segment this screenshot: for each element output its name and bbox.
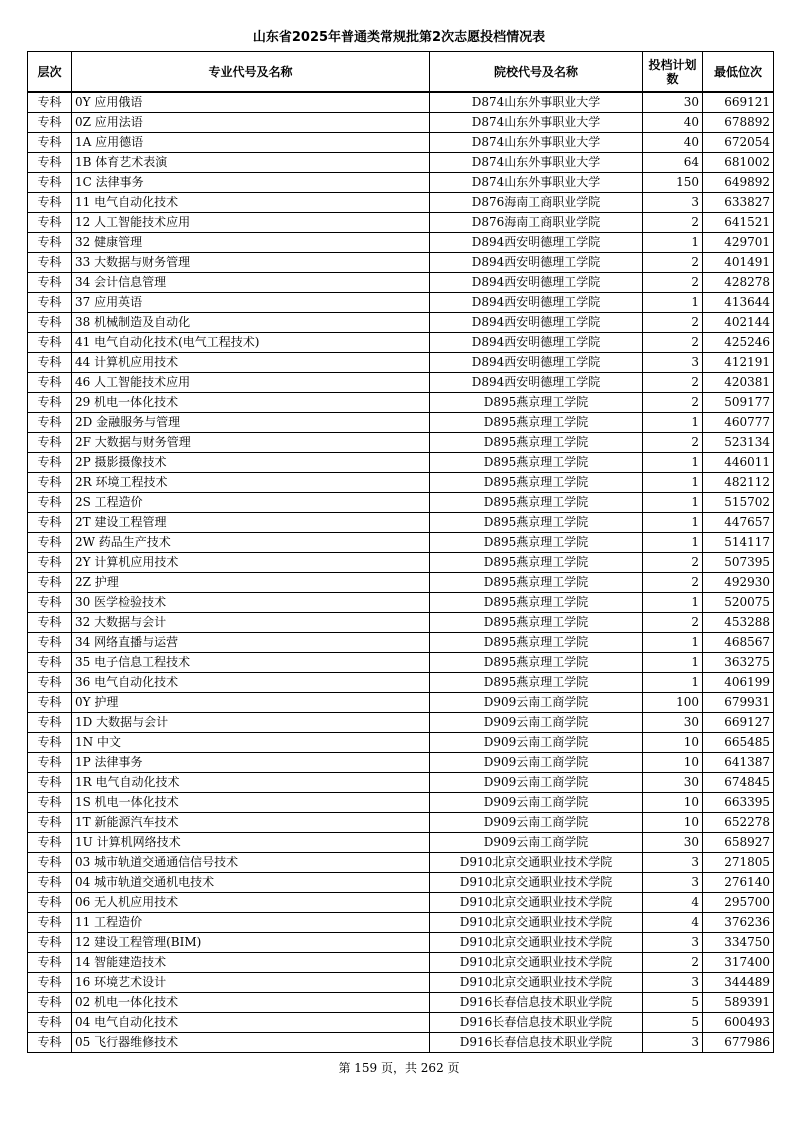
- level-cell: 专科: [28, 233, 72, 253]
- school-cell: D909云南工商学院: [430, 713, 643, 733]
- school-cell: D876海南工商职业学院: [430, 213, 643, 233]
- plan-count-cell: 1: [643, 453, 703, 473]
- plan-count-cell: 3: [643, 193, 703, 213]
- min-rank-cell: 492930: [703, 573, 774, 593]
- major-cell: 44 计算机应用技术: [72, 353, 430, 373]
- min-rank-cell: 679931: [703, 693, 774, 713]
- min-rank-cell: 334750: [703, 933, 774, 953]
- table-row: [28, 453, 774, 473]
- plan-count-cell: 5: [643, 1013, 703, 1033]
- school-cell: D910北京交通职业技术学院: [430, 913, 643, 933]
- school-cell: D894西安明德理工学院: [430, 333, 643, 353]
- plan-count-cell: 1: [643, 233, 703, 253]
- level-cell: 专科: [28, 813, 72, 833]
- major-cell: 1T 新能源汽车技术: [72, 813, 430, 833]
- table-row: [28, 133, 774, 153]
- level-cell: 专科: [28, 333, 72, 353]
- plan-count-cell: 5: [643, 993, 703, 1013]
- table-row: [28, 833, 774, 853]
- column-header-level: 层次: [28, 52, 72, 93]
- plan-count-cell: 4: [643, 913, 703, 933]
- min-rank-cell: 363275: [703, 653, 774, 673]
- school-cell: D895燕京理工学院: [430, 393, 643, 413]
- plan-count-cell: 3: [643, 1033, 703, 1053]
- table-row: [28, 753, 774, 773]
- table-row: [28, 92, 774, 113]
- major-cell: 1P 法律事务: [72, 753, 430, 773]
- level-cell: 专科: [28, 1033, 72, 1053]
- table-row: [28, 1013, 774, 1033]
- level-cell: 专科: [28, 893, 72, 913]
- plan-count-cell: 2: [643, 393, 703, 413]
- plan-count-cell: 40: [643, 133, 703, 153]
- min-rank-cell: 271805: [703, 853, 774, 873]
- min-rank-cell: 641387: [703, 753, 774, 773]
- major-cell: 2S 工程造价: [72, 493, 430, 513]
- level-cell: 专科: [28, 993, 72, 1013]
- school-cell: D874山东外事职业大学: [430, 133, 643, 153]
- table-row: [28, 573, 774, 593]
- major-cell: 1S 机电一体化技术: [72, 793, 430, 813]
- school-cell: D916长春信息技术职业学院: [430, 1033, 643, 1053]
- school-cell: D895燕京理工学院: [430, 673, 643, 693]
- min-rank-cell: 681002: [703, 153, 774, 173]
- min-rank-cell: 509177: [703, 393, 774, 413]
- major-cell: 2T 建设工程管理: [72, 513, 430, 533]
- major-cell: 06 无人机应用技术: [72, 893, 430, 913]
- major-cell: 16 环境艺术设计: [72, 973, 430, 993]
- level-cell: 专科: [28, 393, 72, 413]
- plan-count-cell: 1: [643, 473, 703, 493]
- table-row: [28, 933, 774, 953]
- table-row: [28, 913, 774, 933]
- major-cell: 02 机电一体化技术: [72, 993, 430, 1013]
- level-cell: 专科: [28, 493, 72, 513]
- min-rank-cell: 420381: [703, 373, 774, 393]
- level-cell: 专科: [28, 733, 72, 753]
- plan-count-cell: 4: [643, 893, 703, 913]
- school-cell: D894西安明德理工学院: [430, 373, 643, 393]
- major-cell: 2Z 护理: [72, 573, 430, 593]
- major-cell: 41 电气自动化技术(电气工程技术): [72, 333, 430, 353]
- major-cell: 33 大数据与财务管理: [72, 253, 430, 273]
- level-cell: 专科: [28, 613, 72, 633]
- admission-table: [27, 51, 774, 1053]
- table-row: [28, 533, 774, 553]
- plan-count-cell: 1: [643, 593, 703, 613]
- min-rank-cell: 406199: [703, 673, 774, 693]
- major-cell: 0Y 护理: [72, 693, 430, 713]
- plan-count-cell: 10: [643, 753, 703, 773]
- major-cell: 46 人工智能技术应用: [72, 373, 430, 393]
- min-rank-cell: 428278: [703, 273, 774, 293]
- major-cell: 35 电子信息工程技术: [72, 653, 430, 673]
- level-cell: 专科: [28, 533, 72, 553]
- major-cell: 14 智能建造技术: [72, 953, 430, 973]
- major-cell: 0Y 应用俄语: [72, 92, 430, 113]
- school-cell: D874山东外事职业大学: [430, 153, 643, 173]
- min-rank-cell: 295700: [703, 893, 774, 913]
- school-cell: D909云南工商学院: [430, 773, 643, 793]
- table-row: [28, 413, 774, 433]
- school-cell: D895燕京理工学院: [430, 553, 643, 573]
- table-row: [28, 733, 774, 753]
- min-rank-cell: 317400: [703, 953, 774, 973]
- school-cell: D909云南工商学院: [430, 733, 643, 753]
- level-cell: 专科: [28, 473, 72, 493]
- table-row: [28, 773, 774, 793]
- major-cell: 1R 电气自动化技术: [72, 773, 430, 793]
- school-cell: D894西安明德理工学院: [430, 353, 643, 373]
- school-cell: D916长春信息技术职业学院: [430, 993, 643, 1013]
- min-rank-cell: 507395: [703, 553, 774, 573]
- table-row: [28, 253, 774, 273]
- level-cell: 专科: [28, 453, 72, 473]
- min-rank-cell: 641521: [703, 213, 774, 233]
- min-rank-cell: 669127: [703, 713, 774, 733]
- major-cell: 11 工程造价: [72, 913, 430, 933]
- table-row: [28, 353, 774, 373]
- major-cell: 2Y 计算机应用技术: [72, 553, 430, 573]
- level-cell: 专科: [28, 933, 72, 953]
- min-rank-cell: 460777: [703, 413, 774, 433]
- min-rank-cell: 425246: [703, 333, 774, 353]
- major-cell: 1A 应用德语: [72, 133, 430, 153]
- table-row: [28, 873, 774, 893]
- table-row: [28, 713, 774, 733]
- table-row: [28, 593, 774, 613]
- major-cell: 2P 摄影摄像技术: [72, 453, 430, 473]
- level-cell: 专科: [28, 693, 72, 713]
- min-rank-cell: 589391: [703, 993, 774, 1013]
- school-cell: D874山东外事职业大学: [430, 173, 643, 193]
- level-cell: 专科: [28, 633, 72, 653]
- school-cell: D895燕京理工学院: [430, 433, 643, 453]
- level-cell: 专科: [28, 433, 72, 453]
- level-cell: 专科: [28, 913, 72, 933]
- school-cell: D895燕京理工学院: [430, 613, 643, 633]
- min-rank-cell: 376236: [703, 913, 774, 933]
- major-cell: 1C 法律事务: [72, 173, 430, 193]
- table-row: [28, 113, 774, 133]
- major-cell: 2D 金融服务与管理: [72, 413, 430, 433]
- min-rank-cell: 649892: [703, 173, 774, 193]
- plan-count-cell: 1: [643, 513, 703, 533]
- plan-count-cell: 1: [643, 653, 703, 673]
- table-row: [28, 293, 774, 313]
- plan-count-cell: 3: [643, 973, 703, 993]
- school-cell: D894西安明德理工学院: [430, 313, 643, 333]
- plan-count-cell: 10: [643, 813, 703, 833]
- school-cell: D910北京交通职业技术学院: [430, 973, 643, 993]
- school-cell: D910北京交通职业技术学院: [430, 873, 643, 893]
- major-cell: 29 机电一体化技术: [72, 393, 430, 413]
- table-row: [28, 153, 774, 173]
- plan-count-cell: 2: [643, 433, 703, 453]
- min-rank-cell: 482112: [703, 473, 774, 493]
- major-cell: 1N 中文: [72, 733, 430, 753]
- min-rank-cell: 633827: [703, 193, 774, 213]
- school-cell: D909云南工商学院: [430, 753, 643, 773]
- school-cell: D895燕京理工学院: [430, 533, 643, 553]
- plan-count-cell: 30: [643, 833, 703, 853]
- major-cell: 1B 体育艺术表演: [72, 153, 430, 173]
- plan-count-cell: 40: [643, 113, 703, 133]
- min-rank-cell: 652278: [703, 813, 774, 833]
- plan-count-cell: 1: [643, 293, 703, 313]
- plan-count-cell: 1: [643, 633, 703, 653]
- min-rank-cell: 669121: [703, 92, 774, 113]
- major-cell: 0Z 应用法语: [72, 113, 430, 133]
- level-cell: 专科: [28, 553, 72, 573]
- school-cell: D895燕京理工学院: [430, 453, 643, 473]
- plan-count-cell: 3: [643, 933, 703, 953]
- table-row: [28, 213, 774, 233]
- school-cell: D894西安明德理工学院: [430, 253, 643, 273]
- major-cell: 1D 大数据与会计: [72, 713, 430, 733]
- plan-count-cell: 2: [643, 953, 703, 973]
- school-cell: D916长春信息技术职业学院: [430, 1013, 643, 1033]
- school-cell: D909云南工商学院: [430, 693, 643, 713]
- school-cell: D909云南工商学院: [430, 813, 643, 833]
- column-header-plan: 投档计划数: [643, 52, 703, 93]
- table-row: [28, 613, 774, 633]
- major-cell: 36 电气自动化技术: [72, 673, 430, 693]
- table-row: [28, 333, 774, 353]
- min-rank-cell: 413644: [703, 293, 774, 313]
- table-row: [28, 173, 774, 193]
- min-rank-cell: 523134: [703, 433, 774, 453]
- level-cell: 专科: [28, 593, 72, 613]
- plan-count-cell: 2: [643, 213, 703, 233]
- major-cell: 34 网络直播与运营: [72, 633, 430, 653]
- plan-count-cell: 150: [643, 173, 703, 193]
- plan-count-cell: 2: [643, 613, 703, 633]
- table-row: [28, 393, 774, 413]
- level-cell: 专科: [28, 953, 72, 973]
- school-cell: D895燕京理工学院: [430, 513, 643, 533]
- plan-count-cell: 3: [643, 353, 703, 373]
- school-cell: D874山东外事职业大学: [430, 92, 643, 113]
- plan-count-cell: 2: [643, 373, 703, 393]
- page-number: 第 159 页，共 262 页: [338, 1061, 460, 1075]
- plan-count-cell: 3: [643, 873, 703, 893]
- major-cell: 32 健康管理: [72, 233, 430, 253]
- major-cell: 2F 大数据与财务管理: [72, 433, 430, 453]
- level-cell: 专科: [28, 253, 72, 273]
- school-cell: D876海南工商职业学院: [430, 193, 643, 213]
- school-cell: D910北京交通职业技术学院: [430, 893, 643, 913]
- major-cell: 38 机械制造及自动化: [72, 313, 430, 333]
- min-rank-cell: 600493: [703, 1013, 774, 1033]
- min-rank-cell: 453288: [703, 613, 774, 633]
- school-cell: D910北京交通职业技术学院: [430, 953, 643, 973]
- school-cell: D910北京交通职业技术学院: [430, 933, 643, 953]
- plan-count-cell: 1: [643, 673, 703, 693]
- school-cell: D895燕京理工学院: [430, 633, 643, 653]
- table-row: [28, 813, 774, 833]
- min-rank-cell: 658927: [703, 833, 774, 853]
- school-cell: D895燕京理工学院: [430, 493, 643, 513]
- school-cell: D895燕京理工学院: [430, 413, 643, 433]
- table-row: [28, 473, 774, 493]
- table-row: [28, 793, 774, 813]
- level-cell: 专科: [28, 873, 72, 893]
- school-cell: D874山东外事职业大学: [430, 113, 643, 133]
- table-row: [28, 193, 774, 213]
- level-cell: 专科: [28, 373, 72, 393]
- table-row: [28, 693, 774, 713]
- min-rank-cell: 402144: [703, 313, 774, 333]
- school-cell: D910北京交通职业技术学院: [430, 853, 643, 873]
- table-row: [28, 513, 774, 533]
- min-rank-cell: 429701: [703, 233, 774, 253]
- major-cell: 04 电气自动化技术: [72, 1013, 430, 1033]
- column-header-rank: 最低位次: [703, 52, 774, 93]
- major-cell: 34 会计信息管理: [72, 273, 430, 293]
- table-row: [28, 653, 774, 673]
- level-cell: 专科: [28, 413, 72, 433]
- level-cell: 专科: [28, 853, 72, 873]
- level-cell: 专科: [28, 353, 72, 373]
- table-row: [28, 493, 774, 513]
- plan-count-cell: 10: [643, 793, 703, 813]
- level-cell: 专科: [28, 653, 72, 673]
- table-row: [28, 853, 774, 873]
- min-rank-cell: 665485: [703, 733, 774, 753]
- plan-count-cell: 2: [643, 573, 703, 593]
- table-row: [28, 973, 774, 993]
- min-rank-cell: 515702: [703, 493, 774, 513]
- major-cell: 12 人工智能技术应用: [72, 213, 430, 233]
- plan-count-cell: 1: [643, 413, 703, 433]
- table-row: [28, 273, 774, 293]
- school-cell: D895燕京理工学院: [430, 473, 643, 493]
- school-cell: D909云南工商学院: [430, 833, 643, 853]
- school-cell: D895燕京理工学院: [430, 573, 643, 593]
- min-rank-cell: 520075: [703, 593, 774, 613]
- level-cell: 专科: [28, 673, 72, 693]
- major-cell: 37 应用英语: [72, 293, 430, 313]
- page-title: 山东省2025年普通类常规批第2次志愿投档情况表: [252, 30, 546, 45]
- school-cell: D895燕京理工学院: [430, 653, 643, 673]
- level-cell: 专科: [28, 133, 72, 153]
- major-cell: 2W 药品生产技术: [72, 533, 430, 553]
- table-row: [28, 993, 774, 1013]
- school-cell: D894西安明德理工学院: [430, 293, 643, 313]
- school-cell: D895燕京理工学院: [430, 593, 643, 613]
- level-cell: 专科: [28, 773, 72, 793]
- major-cell: 2R 环境工程技术: [72, 473, 430, 493]
- level-cell: 专科: [28, 273, 72, 293]
- plan-count-cell: 2: [643, 253, 703, 273]
- plan-count-cell: 2: [643, 333, 703, 353]
- level-cell: 专科: [28, 1013, 72, 1033]
- plan-count-cell: 30: [643, 773, 703, 793]
- table-row: [28, 633, 774, 653]
- table-row: [28, 673, 774, 693]
- plan-count-cell: 10: [643, 733, 703, 753]
- level-cell: 专科: [28, 833, 72, 853]
- level-cell: 专科: [28, 793, 72, 813]
- plan-count-cell: 3: [643, 853, 703, 873]
- level-cell: 专科: [28, 513, 72, 533]
- min-rank-cell: 514117: [703, 533, 774, 553]
- min-rank-cell: 401491: [703, 253, 774, 273]
- min-rank-cell: 344489: [703, 973, 774, 993]
- major-cell: 04 城市轨道交通机电技术: [72, 873, 430, 893]
- plan-count-cell: 2: [643, 553, 703, 573]
- min-rank-cell: 468567: [703, 633, 774, 653]
- school-cell: D894西安明德理工学院: [430, 233, 643, 253]
- table-row: [28, 433, 774, 453]
- min-rank-cell: 672054: [703, 133, 774, 153]
- table-row: [28, 553, 774, 573]
- table-row: [28, 1033, 774, 1053]
- table-row: [28, 953, 774, 973]
- level-cell: 专科: [28, 113, 72, 133]
- table-body: [28, 92, 774, 1053]
- major-cell: 1U 计算机网络技术: [72, 833, 430, 853]
- level-cell: 专科: [28, 293, 72, 313]
- plan-count-cell: 100: [643, 693, 703, 713]
- plan-count-cell: 1: [643, 533, 703, 553]
- table-row: [28, 313, 774, 333]
- min-rank-cell: 674845: [703, 773, 774, 793]
- major-cell: 30 医学检验技术: [72, 593, 430, 613]
- major-cell: 12 建设工程管理(BIM): [72, 933, 430, 953]
- level-cell: 专科: [28, 713, 72, 733]
- min-rank-cell: 412191: [703, 353, 774, 373]
- plan-count-cell: 30: [643, 92, 703, 113]
- min-rank-cell: 446011: [703, 453, 774, 473]
- level-cell: 专科: [28, 173, 72, 193]
- min-rank-cell: 447657: [703, 513, 774, 533]
- school-cell: D894西安明德理工学院: [430, 273, 643, 293]
- level-cell: 专科: [28, 973, 72, 993]
- table-row: [28, 373, 774, 393]
- plan-count-cell: 2: [643, 273, 703, 293]
- level-cell: 专科: [28, 153, 72, 173]
- plan-count-cell: 64: [643, 153, 703, 173]
- column-header-school: 院校代号及名称: [430, 52, 643, 93]
- min-rank-cell: 677986: [703, 1033, 774, 1053]
- plan-count-cell: 1: [643, 493, 703, 513]
- column-header-major: 专业代号及名称: [72, 52, 430, 93]
- plan-count-cell: 2: [643, 313, 703, 333]
- major-cell: 05 飞行器维修技术: [72, 1033, 430, 1053]
- level-cell: 专科: [28, 313, 72, 333]
- major-cell: 11 电气自动化技术: [72, 193, 430, 213]
- min-rank-cell: 276140: [703, 873, 774, 893]
- level-cell: 专科: [28, 573, 72, 593]
- major-cell: 03 城市轨道交通通信信号技术: [72, 853, 430, 873]
- plan-count-cell: 30: [643, 713, 703, 733]
- table-header-row: [28, 52, 774, 93]
- level-cell: 专科: [28, 753, 72, 773]
- school-cell: D909云南工商学院: [430, 793, 643, 813]
- table-row: [28, 233, 774, 253]
- table-row: [28, 893, 774, 913]
- level-cell: 专科: [28, 213, 72, 233]
- level-cell: 专科: [28, 193, 72, 213]
- level-cell: 专科: [28, 92, 72, 113]
- min-rank-cell: 678892: [703, 113, 774, 133]
- min-rank-cell: 663395: [703, 793, 774, 813]
- major-cell: 32 大数据与会计: [72, 613, 430, 633]
